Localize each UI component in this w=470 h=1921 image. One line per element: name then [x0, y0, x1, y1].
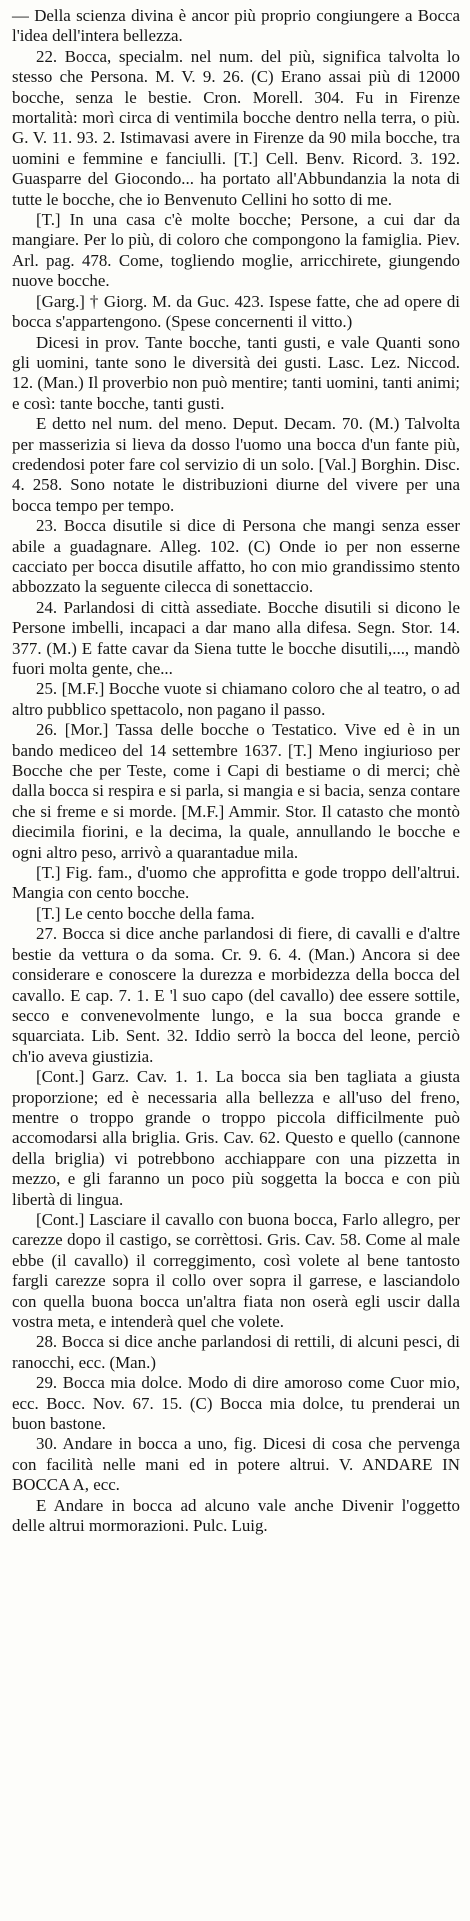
paragraph: 30. Andare in bocca a uno, fig. Dicesi di cosa che pervenga con facilità nelle mani ed in potere altrui. V. ANDARE IN BOCCA A, ecc.: [12, 1434, 460, 1495]
paragraph: [T.] In una casa c'è molte bocche; Persone, a cui dar da mangiare. Per lo più, di coloro che compongono la famiglia. Piev. Arl. pag. 478. Come, togliendo moglie, arricchirete, giungendo nuove bocche.: [12, 210, 460, 291]
paragraph: 22. Bocca, specialm. nel num. del più, significa talvolta lo stesso che Persona. M. V. 9. 26. (C) Erano assai più di 12000 bocche, senza le bestie. Cron. Morell. 304. Fu in Firenze mortalità: morì circa di ventimila bocche dentro nella terra, o più. G. V. 11. 93. 2. Istimavasi avere in Firenze da 90 mila bocche, tra uomini e femmine e fanciulli. [T.] Cell. Benv. Ricord. 3. 192. Guasparre del Giocondo... ha portato all'Abbundanzia la nota di tutte le bocche, che io Benvenuto Cellini ho sotto di me.: [12, 46, 460, 209]
paragraph: — Della scienza divina è ancor più proprio congiungere a Bocca l'idea dell'intera bellezza.: [12, 6, 460, 46]
paragraph: 29. Bocca mia dolce. Modo di dire amoroso come Cuor mio, ecc. Bocc. Nov. 67. 15. (C) Bocca mia dolce, tu prenderai un buon bastone.: [12, 1373, 460, 1434]
paragraph: 28. Bocca si dice anche parlandosi di rettili, di alcuni pesci, di ranocchi, ecc. (Man.): [12, 1332, 460, 1372]
paragraph: 27. Bocca si dice anche parlandosi di fiere, di cavalli e d'altre bestie da vettura o da soma. Cr. 9. 6. 4. (Man.) Ancora si dee considerare e conoscere la durezza e morbidezza della bocca del cavallo. E cap. 7. 1. E 'l suo capo (del cavallo) dee essere sottile, secco e convenevolmente lungo, e la sua bocca grande e squarciata. Lib. Sent. 32. Iddio serrò la bocca del leone, perciò ch'io aveva giustizia.: [12, 924, 460, 1066]
paragraph: Dicesi in prov. Tante bocche, tanti gusti, e vale Quanti sono gli uomini, tante sono le diversità dei gusti. Lasc. Lez. Niccod. 12. (Man.) Il proverbio non può mentire; tanti uomini, tanti animi; e così: tante bocche, tanti gusti.: [12, 332, 460, 413]
paragraph: 23. Bocca disutile si dice di Persona che mangi senza esser abile a guadagnare. Alleg. 102. (C) Onde io per non esserne cacciato per bocca disutile affatto, ho con mio grandissimo stento abbozzato la seguente cilecca di sonettaccio.: [12, 516, 460, 597]
paragraph: [Cont.] Garz. Cav. 1. 1. La bocca sia ben tagliata a giusta proporzione; ed è necessaria alla bellezza e all'uso del freno, mentre o troppo grande o troppo piccola difficilmente può accomodarsi alla briglia. Gris. Cav. 62. Questo e quello (cannone della briglia) vi potrebbono acchiappare con una pizzetta in mezzo, e gli faranno un poco più soggetta la bocca e con più libertà di lingua.: [12, 1067, 460, 1209]
paragraph: E Andare in bocca ad alcuno vale anche Divenir l'oggetto delle altrui mormorazioni. Pulc. Luig.: [12, 1495, 460, 1536]
paragraph: [Cont.] Lasciare il cavallo con buona bocca, Farlo allegro, per carezze dopo il castigo, se corrèttosi. Gris. Cav. 58. Come al male ebbe (il cavallo) il correggimento, così volete al bene tantosto fargli carezze sopra il collo over sopra il garrese, e lasciandolo con quella buona bocca un'altra fiata non oserà egli uscir dalla vostra meta, e intenderà quel che volete.: [12, 1209, 460, 1331]
paragraph: 26. [Mor.] Tassa delle bocche o Testatico. Vive ed è in un bando mediceo del 14 settembre 1637. [T.] Meno ingiurioso per Bocche che per Teste, come i Capi di bestiame o di merci; chè dalla bocca si respira e si parla, si mangia e si bacia, senza contare che si freme e si morde. [M.F.] Ammir. Stor. Il catasto che montò diecimila fiorini, e la decima, la quale, annullando le bocche e ogni altro peso, arrivò a quarantadue mila.: [12, 720, 460, 862]
paragraph: [Garg.] † Giorg. M. da Guc. 423. Ispese fatte, che ad opere di bocca s'appartengono. (Spese concernenti il vitto.): [12, 291, 460, 332]
paragraph: 25. [M.F.] Bocche vuote si chiamano coloro che al teatro, o ad altro pubblico spettacolo, non pagano il passo.: [12, 679, 460, 719]
paragraph: 24. Parlandosi di città assediate. Bocche disutili si dicono le Persone imbelli, incapaci a dar mano alla difesa. Segn. Stor. 14. 377. (M.) E fatte cavar da Siena tutte le bocche disutili,..., mandò fuori molta gente, che...: [12, 597, 460, 678]
paragraph: E detto nel num. del meno. Deput. Decam. 70. (M.) Talvolta per masserizia si lieva da dosso l'uomo una bocca d'un fante più, credendosi poter fare col servizio di un solo. [Val.] Borghin. Disc. 4. 258. Sono notate le distribuzioni diurne del vivere per una bocca tempo per tempo.: [12, 414, 460, 515]
paragraph: [T.] Le cento bocche della fama.: [36, 903, 255, 923]
paragraph: [T.] Fig. fam., d'uomo che approfitta e gode troppo dell'altrui. Mangia con cento bocche.: [12, 863, 460, 903]
